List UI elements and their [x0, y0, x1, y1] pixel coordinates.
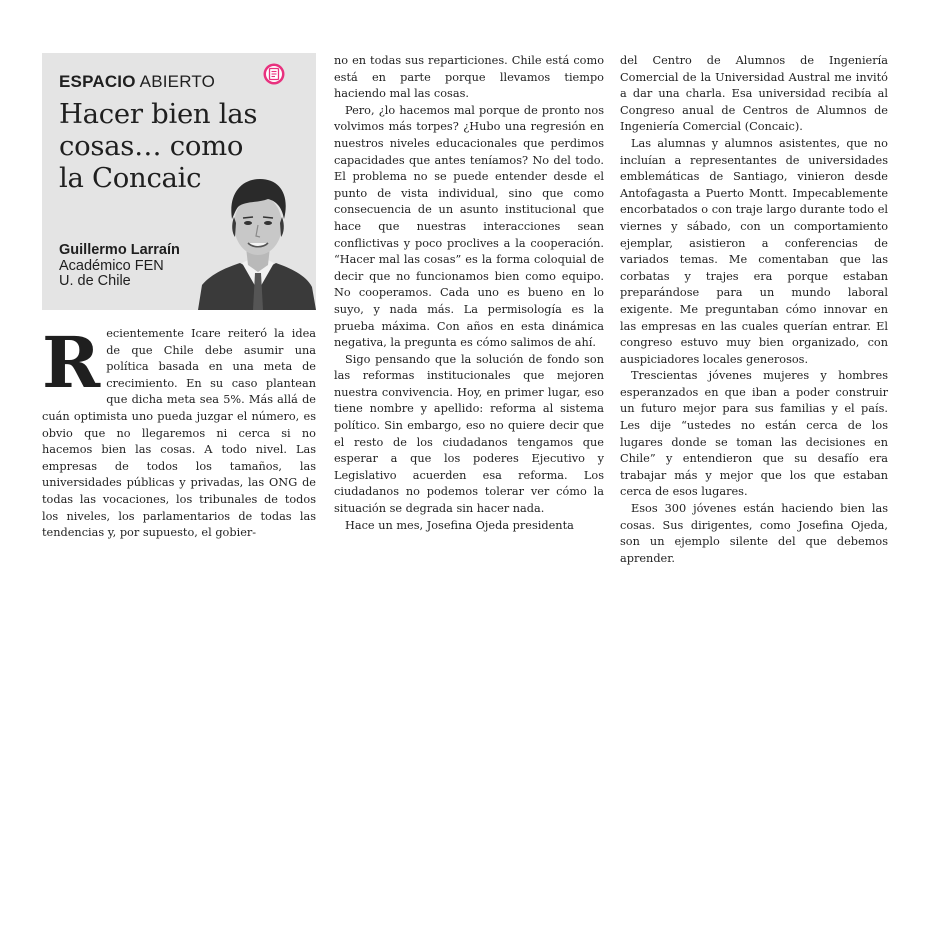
headline: Hacer bien las cosas… como la Concaic: [59, 98, 258, 194]
author-role: Académico FEN: [59, 257, 164, 274]
paragraph: ecientemente Icare reiteró la idea de que Chile debe asumir una política basada en una meta de crecimiento. En su caso plantean que dicha meta sea 5%. Más allá de cuán optimista uno pueda juzgar el número, es obvio que no llegaremos ni cerca si no hacemos bien las cosas. A todo nivel. Las empresas de todos los tamaños, las universidades públicas y privadas, las ONG de todas las vocaciones, los tribunales de todos los niveles, los parlamentarios de todas las tendencias y, por supuesto, el gobier-: [42, 327, 316, 540]
author-name: Guillermo Larraín: [59, 242, 180, 258]
paragraph: del Centro de Alumnos de Ingeniería Comercial de la Universidad Austral me invitó a dar una charla. Esa universidad recibía al Congreso anual de Centros de Alumnos de Ingeniería Comercial (Concaic).: [620, 54, 888, 134]
article-column-3: [620, 53, 888, 567]
paragraph: Hace un mes, Josefina Ojeda presidenta: [345, 518, 574, 532]
paragraph: Esos 300 jóvenes están haciendo bien las cosas. Sus dirigentes, como Josefina Ojeda, son un ejemplo silente del que debemos aprender.: [620, 502, 888, 565]
paragraph: Las alumnas y alumnos asistentes, que no incluían a representantes de universidades emblemáticas de Santiago, vinieron desde Antofagasta a Puerto Montt. Impecablemente encorbatados o con traje largo durante todo el viernes y sábado, con un comportamiento ejemplar, asistieron a conferencias de variados temas. Me comentaban que las corbatas y trajes era porque estaban preparándose para un mundo laboral exigente. Me preguntaban cómo innovar en las empresas en las cuales querían entrar. El congreso estuvo muy bien organizado, con auspiciadores locales generosos.: [620, 136, 888, 366]
section-label-bold: ESPACIO: [59, 72, 136, 91]
author-block: [59, 243, 180, 290]
section-label-light: ABIERTO: [139, 72, 216, 91]
article-column-1: [42, 321, 316, 542]
paragraph: Sigo pensando que la solución de fondo son las reformas institucionales que mejoren nuestra convivencia. Hoy, en primer lugar, eso tiene nombre y apellido: reforma al sistema político. Sin embargo, eso no quiere decir que el resto de los ciudadanos tengamos que esperar a que los poderes Ejecutivo y Legislativo acuerden esa reforma. Los ciudadanos no podemos tolerar ver cómo la situación se degrada sin hacer nada.: [334, 352, 604, 516]
author-photo: [198, 173, 316, 310]
newspaper-icon: [263, 63, 285, 85]
author-affiliation: U. de Chile: [59, 273, 131, 289]
paragraph: no en todas sus reparticiones. Chile está como está en parte porque llevamos tiempo haciendo mal las cosas.: [334, 54, 604, 101]
paragraph: Trescientas jóvenes mujeres y hombres esperanzados en que iban a poder construir un futuro mejor para sus familias y el país. Les dije “ustedes no están cerca de los lugares donde se toman las decisiones en Chile” y entendieron que su desafío era trabajar más y mejor que los que estaban cerca de esos lugares.: [620, 369, 888, 499]
drop-cap: R: [42, 321, 101, 404]
paragraph: Pero, ¿lo hacemos mal porque de pronto nos volvimos más torpes? ¿Hubo una regresión en nuestros niveles educacionales que perdimos capacidades que antes teníamos? No del todo. El problema no se puede entender desde el punto de vista individual, sino que como consecuencia de un asunto institucional que hace que nuestras interacciones sean conflictivas y poco proclives a la cooperación. “Hacer mal las cosas” es la forma coloquial de decir que no funcionamos bien como equipo. No cooperamos. Cada uno es bueno en lo suyo, y nada más. La permisología es la prueba máxima. Con años en esta dinámica negativa, la pregunta es cómo salimos de ahí.: [334, 103, 604, 350]
article-column-2: [334, 53, 604, 534]
header-box: [42, 53, 316, 310]
section-label: [59, 72, 215, 92]
